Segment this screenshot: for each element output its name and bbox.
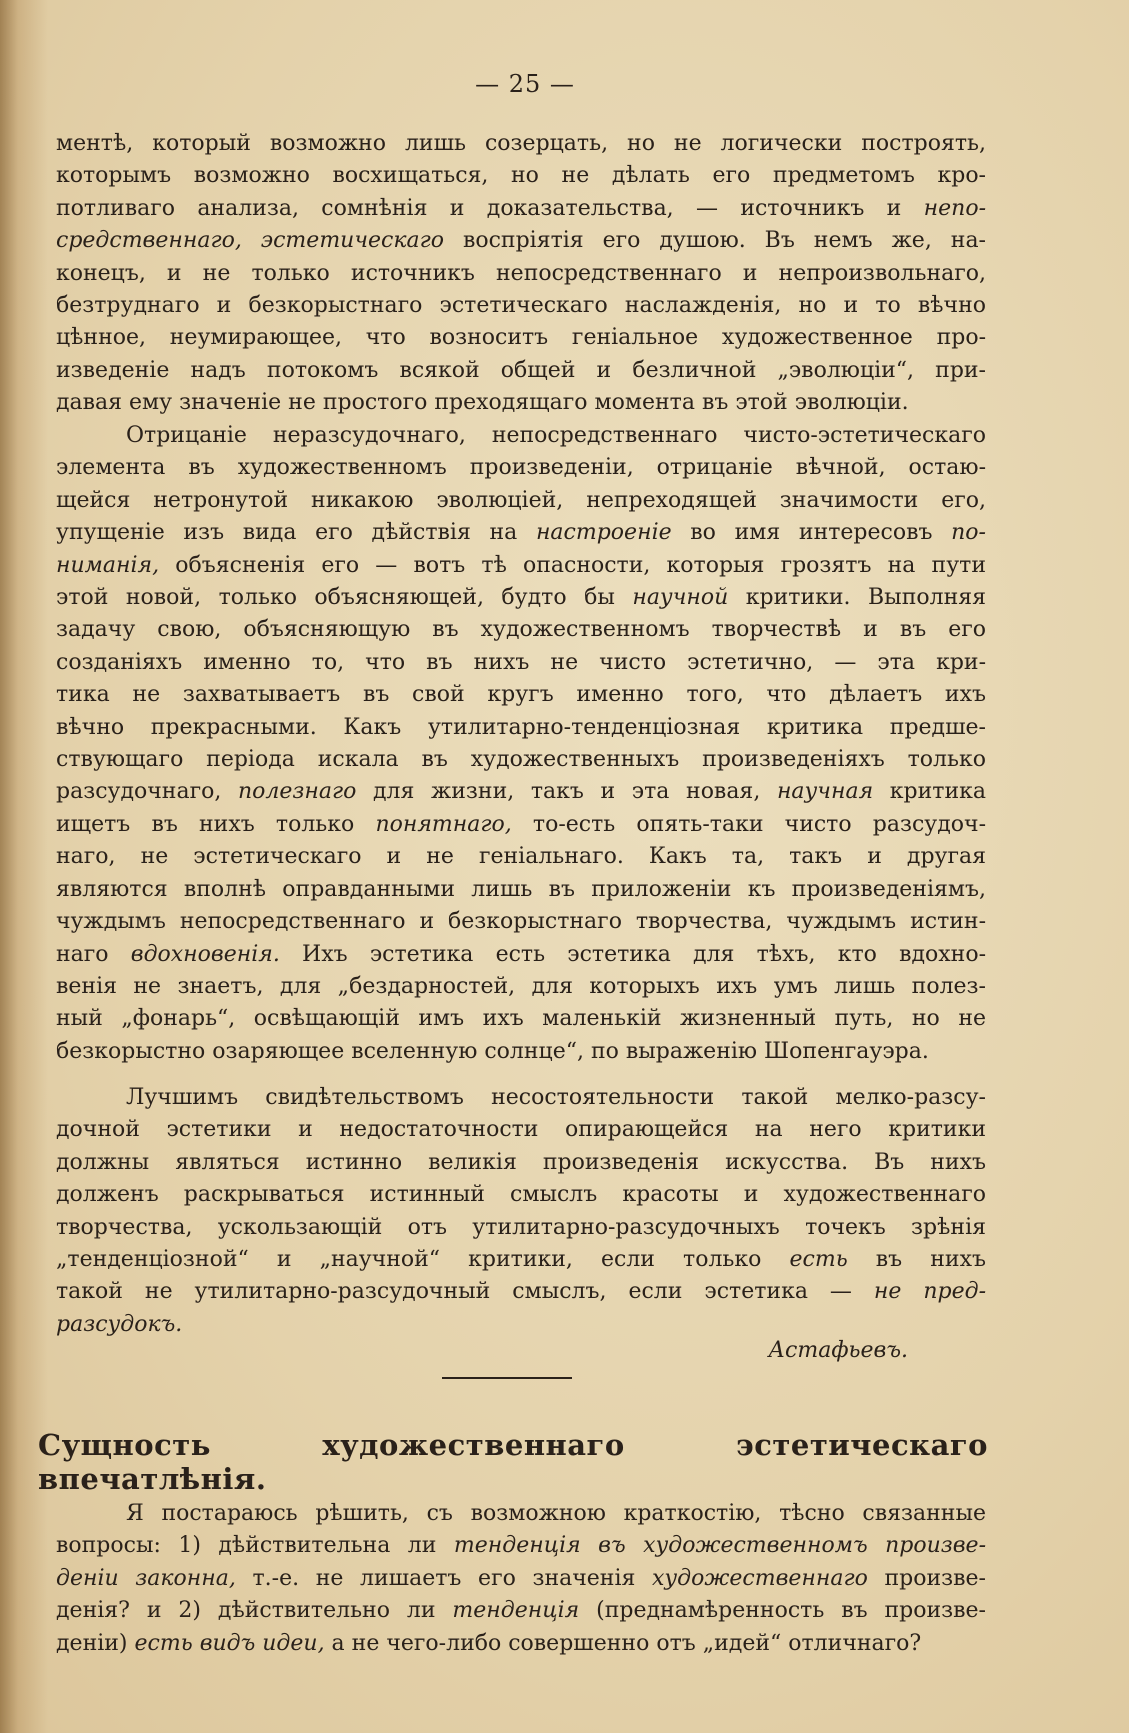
text-line: потливаго анализа, сомнѣнія и доказательства, — источникъ и непо- [56, 195, 986, 221]
text-line: вѣчно прекрасными. Какъ утилитарно-тенденціозная критика предше- [56, 714, 986, 740]
italic-text: непо- [923, 195, 986, 221]
italic-text: деніи законна, [56, 1565, 236, 1591]
text-line: которымъ возможно восхищаться, но не дѣлать его предметомъ кро- [56, 163, 986, 189]
italic-text: тенденція въ художественномъ произве- [453, 1533, 987, 1559]
text-line: творчества, ускользающій отъ утилитарно-разсудочныхъ точекъ зрѣнія [56, 1214, 986, 1240]
italic-text: тенденція [452, 1598, 580, 1624]
paragraph-3 [56, 1082, 986, 1341]
text-line: ствующаго періода искала въ художественныхъ произведеніяхъ только [56, 747, 986, 773]
text-line [56, 1309, 986, 1341]
paragraph-lines [56, 128, 986, 420]
text-line: деніи) есть видъ идеи, а не чего-либо совершенно отъ „идей“ отличнаго? [56, 1630, 922, 1656]
text-line: чуждымъ непосредственнаго и безкорыстнаго творчества, чуждымъ истин- [56, 909, 986, 935]
text-line: долженъ раскрываться истинный смыслъ красоты и художественнаго [56, 1182, 986, 1208]
text-line: дочной эстетики и недостаточности опирающейся на него критики [56, 1117, 986, 1143]
text-line: цѣнное, неумирающее, что возноситъ геніальное художественное про- [56, 325, 986, 351]
text-line: давая ему значеніе не простого преходящаго момента въ этой эволюціи. [56, 390, 909, 416]
italic-text: есть [789, 1247, 848, 1273]
section-divider [442, 1377, 572, 1379]
paragraph-2 [56, 420, 986, 1068]
text-line: наго, не эстетическаго и не геніальнаго. Какъ та, такъ и другая [56, 844, 986, 870]
text-line: такой не утилитарно-разсудочный смыслъ, если эстетика — не пред- [56, 1279, 986, 1305]
text-line: разсудочнаго, полезнаго для жизни, такъ и эта новая, научная критика [56, 779, 986, 805]
italic-text: не пред- [873, 1279, 986, 1305]
italic-text: понятнаго, [375, 811, 512, 837]
text-line: безкорыстно озаряющее вселенную солнце“, по выраженію Шопенгауэра. [56, 1038, 929, 1064]
text-line: упущеніе изъ вида его дѣйствія на настроеніе во имя интересовъ по- [56, 520, 986, 546]
text-line: конецъ, и не только источникъ непосредственнаго и непроизвольнаго, [56, 260, 986, 286]
italic-text: ниманія, [56, 552, 160, 578]
text-line: венія не знаетъ, для „бездарностей, для которыхъ ихъ умъ лишь полез- [56, 973, 986, 999]
paragraph-4 [56, 1498, 986, 1660]
paragraph-lines [56, 420, 986, 1068]
italic-text: научной [632, 585, 729, 611]
text-line: средственнаго, эстетическаго воспріятія его душою. Въ немъ же, на- [56, 228, 986, 254]
paragraph-1 [56, 128, 986, 420]
text-line: изведеніе надъ потокомъ всякой общей и безличной „эволюціи“, при- [56, 357, 986, 383]
text-line: задачу свою, объясняющую въ художественномъ творчествѣ и въ его [56, 617, 986, 643]
text-line: наго вдохновенія. Ихъ эстетика есть эстетика для тѣхъ, кто вдохно- [56, 941, 986, 967]
text-line: Лучшимъ свидѣтельствомъ несостоятельности такой мелко-разсу- [126, 1085, 986, 1110]
text-line: Отрицаніе неразсудочнаго, непосредственнаго чисто-эстетическаго [126, 423, 986, 448]
italic-text: средственнаго, эстетическаго [56, 228, 444, 254]
italic-text: полезнаго [237, 779, 357, 805]
italic-text: по- [951, 520, 986, 546]
italic-text: научная [776, 779, 874, 805]
text-line: безтруднаго и безкорыстнаго эстетическаго наслажденія, но и то вѣчно [56, 293, 986, 319]
author-signature: Астафьевъ. [768, 1338, 908, 1363]
italic-text: есть видъ идеи, [134, 1630, 325, 1656]
text-line: созданіяхъ именно то, что въ нихъ не чисто эстетично, — эта кри- [56, 649, 986, 675]
text-line: этой новой, только объясняющей, будто бы научной критики. Выполняя [56, 585, 986, 611]
text-line: Я постараюсь рѣшить, съ возможною краткостію, тѣсно связанные [126, 1501, 986, 1526]
paragraph-lines [56, 1082, 986, 1341]
text-line: вопросы: 1) дѣйствительна ли тенденція въ художественномъ произве- [56, 1533, 987, 1559]
paragraph-lines [56, 1498, 986, 1660]
text-line: денія? и 2) дѣйствительно ли тенденція (преднамѣренность въ произве- [56, 1598, 986, 1624]
text-line: ный „фонарь“, освѣщающій имъ ихъ маленькій жизненный путь, но не [56, 1006, 986, 1032]
text-line: элемента въ художественномъ произведеніи, отрицаніе вѣчной, остаю- [56, 455, 986, 481]
text-line: ниманія, объясненія его — вотъ тѣ опасности, которыя грозятъ на пути [56, 552, 986, 578]
italic-text: разсудокъ. [56, 1311, 183, 1337]
text-line: деніи законна, т.-е. не лишаетъ его значенія художественнаго произве- [56, 1565, 986, 1591]
text-line: тика не захватываетъ въ свой кругъ именно того, что дѣлаетъ ихъ [56, 682, 986, 708]
text-line: „тенденціозной“ и „научной“ критики, если только есть въ нихъ [56, 1247, 986, 1273]
text-line: ищетъ въ нихъ только понятнаго, то-есть опять-таки чисто разсудоч- [56, 811, 986, 837]
text-line: щейся нетронутой никакою эволюціей, непреходящей значимости его, [56, 487, 986, 513]
italic-text: вдохновенія. [130, 941, 280, 967]
text-line: являются вполнѣ оправданными лишь въ приложеніи къ произведеніямъ, [56, 876, 986, 902]
text-line: ментѣ, который возможно лишь созерцать, но не логически построять, [56, 131, 986, 156]
page-number: — 25 — [475, 70, 575, 98]
italic-text: художественнаго [652, 1565, 868, 1591]
text-line: должны являться истинно великія произведенія искусства. Въ нихъ [56, 1149, 986, 1175]
section-heading: Сущность художественнаго эстетическаго впечатлѣнія. [38, 1428, 988, 1496]
italic-text: настроеніе [535, 520, 672, 546]
